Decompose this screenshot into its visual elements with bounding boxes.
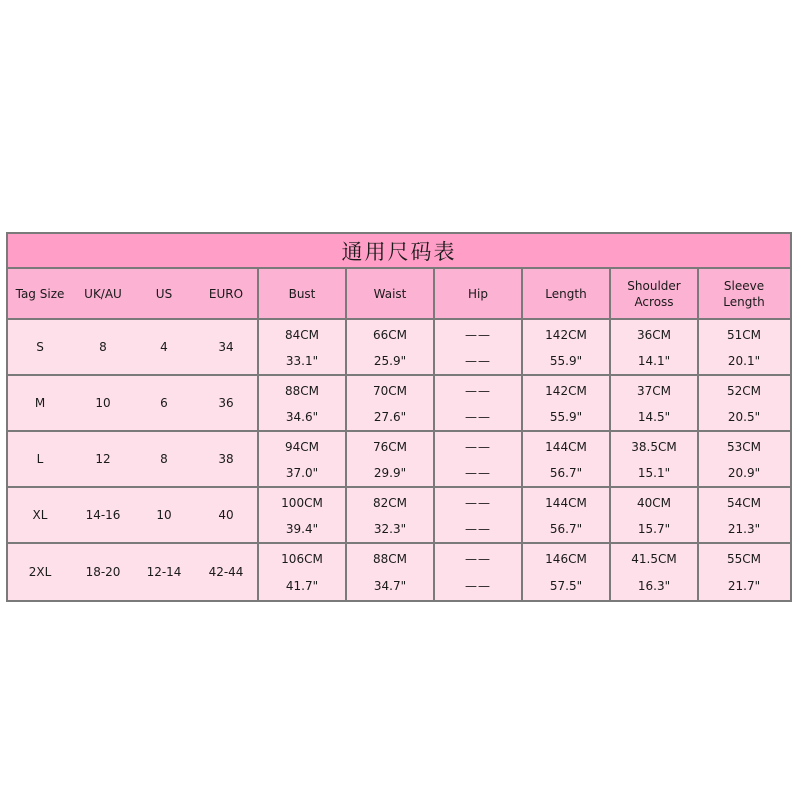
size-cell-euro: 36 [218,396,234,410]
measure-cm-hip: —— [465,328,491,342]
measure-cm-sleeve: 55CM [726,552,761,567]
measure-inch-bust: 39.4" [285,522,319,536]
size-cell-tag: M [34,396,46,410]
size-cell-uk: 10 [95,396,111,410]
header-cell: UK/AU [72,269,134,319]
measure-inch-waist: 32.3" [373,522,407,536]
size-cell-us: 12-14 [146,564,182,579]
measure-cm-shoulder: 38.5CM [631,440,677,454]
measure-cm-length: 144CM [545,440,587,454]
header-cell: Length [522,269,610,319]
size-table [8,269,790,600]
measure-cm-hip: —— [465,384,491,398]
measure-inch-length: 55.9" [549,410,583,424]
header-cell: Shoulder Across [610,269,698,319]
measure-cm-sleeve: 52CM [726,384,761,398]
measure-inch-shoulder: 14.1" [637,354,671,368]
size-cell-us: 8 [160,452,168,466]
measure-inch-waist: 25.9" [373,354,407,368]
measure-cm-bust: 106CM [281,552,323,567]
header-cell: Waist [346,269,434,319]
measure-cm-waist: 66CM [372,328,407,342]
measure-cm-hip: —— [465,552,491,567]
size-cell-euro: 38 [218,452,234,466]
header-cell: Bust [258,269,346,319]
measure-cm-sleeve: 54CM [726,496,761,510]
measure-cm-bust: 84CM [284,328,319,342]
header-cell: Hip [434,269,522,319]
measure-inch-waist: 27.6" [373,410,407,424]
size-cell-tag: S [36,340,44,354]
measure-inch-sleeve: 20.1" [727,354,761,368]
header-cell: Sleeve Length [698,269,790,319]
size-cell-us: 6 [160,396,168,410]
measure-inch-hip: —— [465,578,491,593]
measure-cm-bust: 88CM [284,384,319,398]
size-cell-us: 10 [156,508,172,522]
measure-cm-shoulder: 41.5CM [631,552,677,567]
size-cell-uk: 14-16 [85,508,121,522]
measure-inch-hip: —— [465,410,491,424]
size-cell-tag: L [36,452,44,466]
measure-cm-length: 142CM [545,384,587,398]
measure-cm-waist: 88CM [372,552,407,567]
size-cell-uk: 12 [95,452,111,466]
measure-cm-hip: —— [465,496,491,510]
size-cell-us: 4 [160,340,168,354]
measure-inch-shoulder: 16.3" [637,578,671,593]
row-divider [8,542,790,544]
measure-inch-sleeve: 21.3" [727,522,761,536]
size-cell-euro: 40 [218,508,234,522]
measure-cm-length: 146CM [545,552,587,567]
row-divider [8,486,790,488]
measure-cm-bust: 100CM [281,496,323,510]
measure-cm-sleeve: 51CM [726,328,761,342]
measure-inch-waist: 29.9" [373,466,407,480]
measure-inch-shoulder: 14.5" [637,410,671,424]
measure-inch-sleeve: 20.9" [727,466,761,480]
measure-cm-hip: —— [465,440,491,454]
chart-title: 通用尺码表 [8,234,790,269]
measure-cm-shoulder: 36CM [636,328,671,342]
measure-cm-shoulder: 37CM [636,384,671,398]
measure-inch-hip: —— [465,466,491,480]
row-divider [8,318,790,320]
measure-inch-length: 57.5" [549,578,583,593]
size-cell-uk: 8 [99,340,107,354]
measure-inch-bust: 33.1" [285,354,319,368]
measure-inch-sleeve: 20.5" [727,410,761,424]
measure-cm-shoulder: 40CM [636,496,671,510]
measure-cm-waist: 76CM [372,440,407,454]
measure-inch-hip: —— [465,522,491,536]
size-cell-euro: 42-44 [208,564,244,579]
header-cell: EURO [194,269,258,319]
measure-inch-waist: 34.7" [373,578,407,593]
measure-inch-sleeve: 21.7" [727,578,761,593]
row-divider [8,430,790,432]
measure-cm-sleeve: 53CM [726,440,761,454]
measure-inch-length: 55.9" [549,354,583,368]
row-divider [8,374,790,376]
measure-inch-length: 56.7" [549,522,583,536]
measure-cm-waist: 82CM [372,496,407,510]
measure-inch-length: 56.7" [549,466,583,480]
measure-cm-bust: 94CM [284,440,319,454]
measure-inch-hip: —— [465,354,491,368]
measure-inch-bust: 41.7" [285,578,319,593]
size-chart [6,232,792,602]
size-cell-tag: XL [32,508,48,522]
measure-cm-waist: 70CM [372,384,407,398]
size-cell-euro: 34 [218,340,234,354]
header-cell: US [134,269,194,319]
measure-cm-length: 142CM [545,328,587,342]
header-cell: Tag Size [8,269,72,319]
measure-inch-shoulder: 15.1" [637,466,671,480]
measure-inch-bust: 37.0" [285,466,319,480]
measure-inch-bust: 34.6" [285,410,319,424]
measure-cm-length: 144CM [545,496,587,510]
size-cell-tag: 2XL [28,564,52,579]
size-cell-uk: 18-20 [85,564,121,579]
measure-inch-shoulder: 15.7" [637,522,671,536]
